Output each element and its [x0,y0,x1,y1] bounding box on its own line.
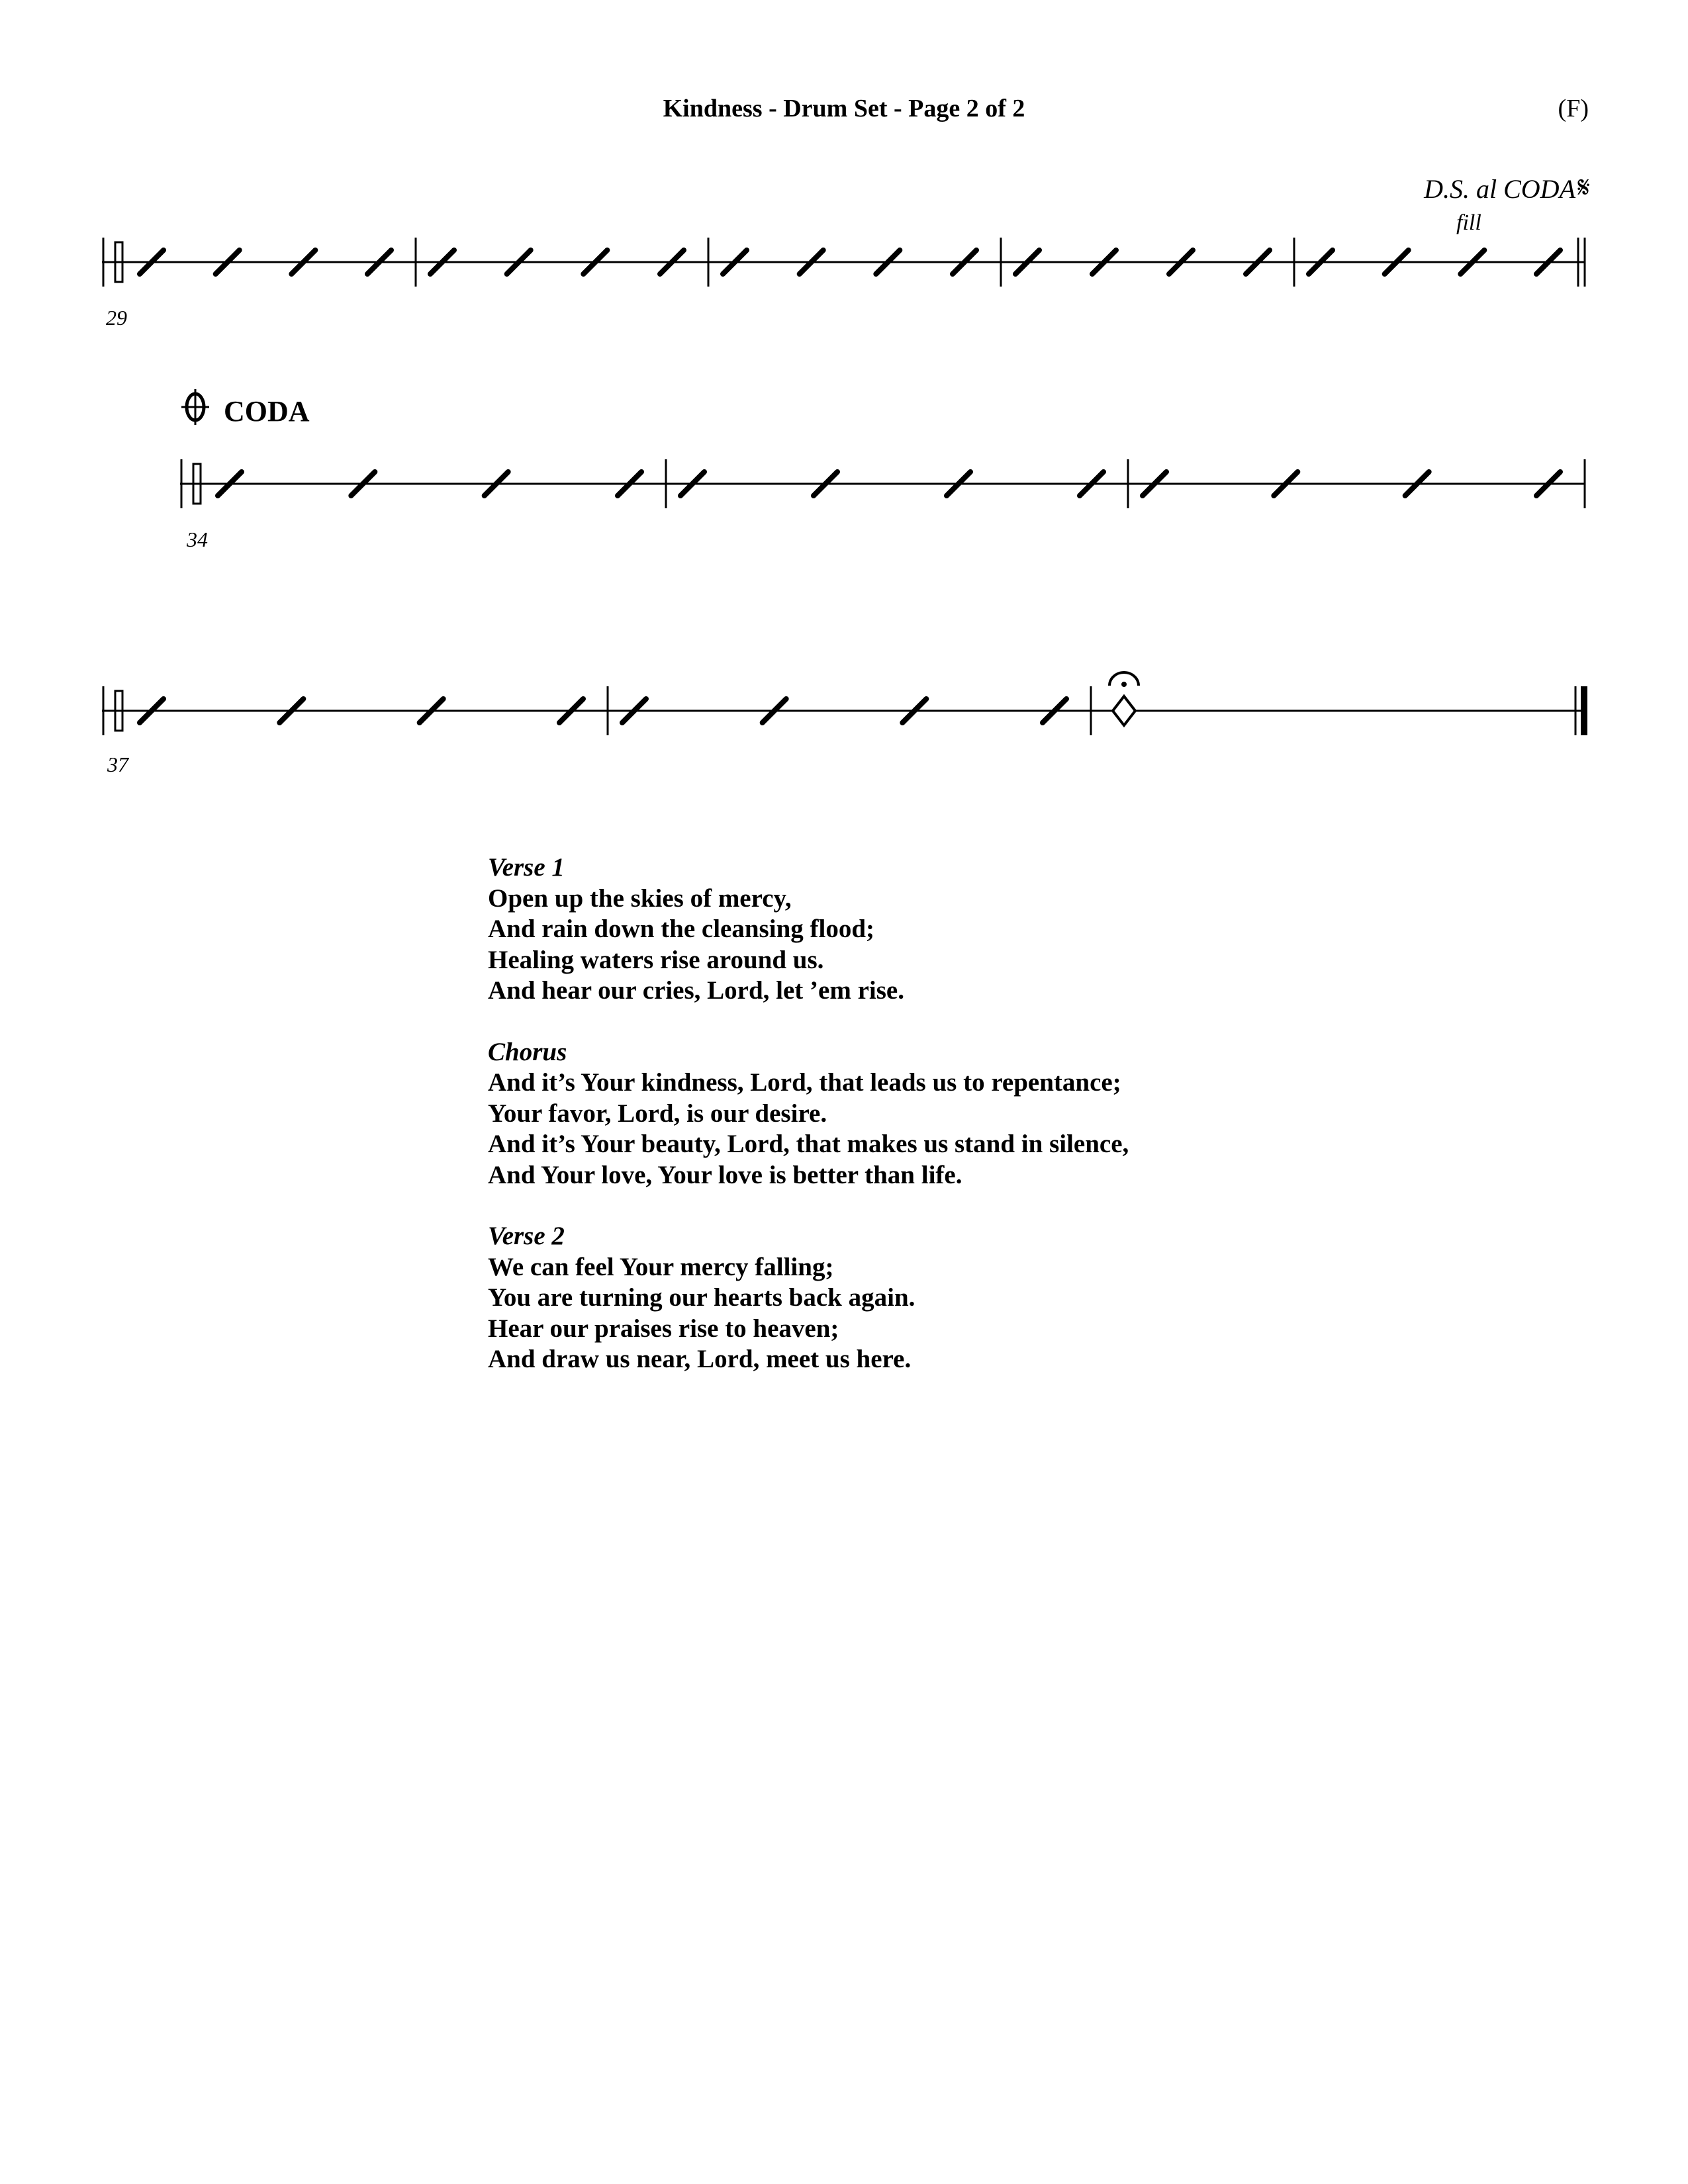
coda-icon [180,389,211,425]
lyrics-section-chorus [488,1037,1129,1191]
lyric-line: Hear our praises rise to heaven; [488,1314,839,1343]
lyric-line: We can feel Your mercy falling; [488,1252,834,1281]
whole-note-diamond-icon [1113,696,1135,725]
section-heading: Verse 2 [488,1222,565,1250]
lyric-line: And draw us near, Lord, meet us here. [488,1345,912,1373]
segno-icon: 𝄋 [1577,171,1590,204]
page-title: Kindness - Drum Set - Page 2 of 2 [663,95,1025,122]
coda-label: CODA [224,395,310,428]
key-indicator: (F) [1558,95,1589,122]
staff-system-3 [0,649,1688,754]
measure-number-29: 29 [106,306,127,330]
staff-system-1 [0,225,1688,304]
staff-system-2 [0,445,1688,525]
measure-number-37: 37 [107,752,128,776]
section-heading: Verse 1 [488,853,565,882]
lyric-line: And it’s Your kindness, Lord, that leads us to repentance; [488,1068,1121,1097]
lyric-line: You are turning our hearts back again. [488,1283,915,1312]
lyric-line: And Your love, Your love is better than life. [488,1160,962,1189]
final-barline-thick [1581,686,1587,735]
lyrics-section-verse-1 [488,852,1129,1007]
lyric-line: Your favor, Lord, is our desire. [488,1099,827,1128]
lyrics-block [488,852,1129,1406]
lyric-line: Healing waters rise around us. [488,945,824,974]
fermata-dot [1121,682,1127,687]
lyric-line: And rain down the cleansing flood; [488,915,875,943]
lyric-line: And hear our cries, Lord, let ’em rise. [488,976,904,1005]
fill-direction: fill [1456,210,1481,235]
lyric-line: And it’s Your beauty, Lord, that makes us stand in silence, [488,1130,1129,1158]
measure-number-34: 34 [187,527,208,551]
lyric-line: Open up the skies of mercy, [488,884,792,913]
lyrics-section-verse-2 [488,1221,1129,1375]
ds-al-coda-direction: D.S. al CODA [1424,174,1575,204]
section-heading: Chorus [488,1037,567,1066]
